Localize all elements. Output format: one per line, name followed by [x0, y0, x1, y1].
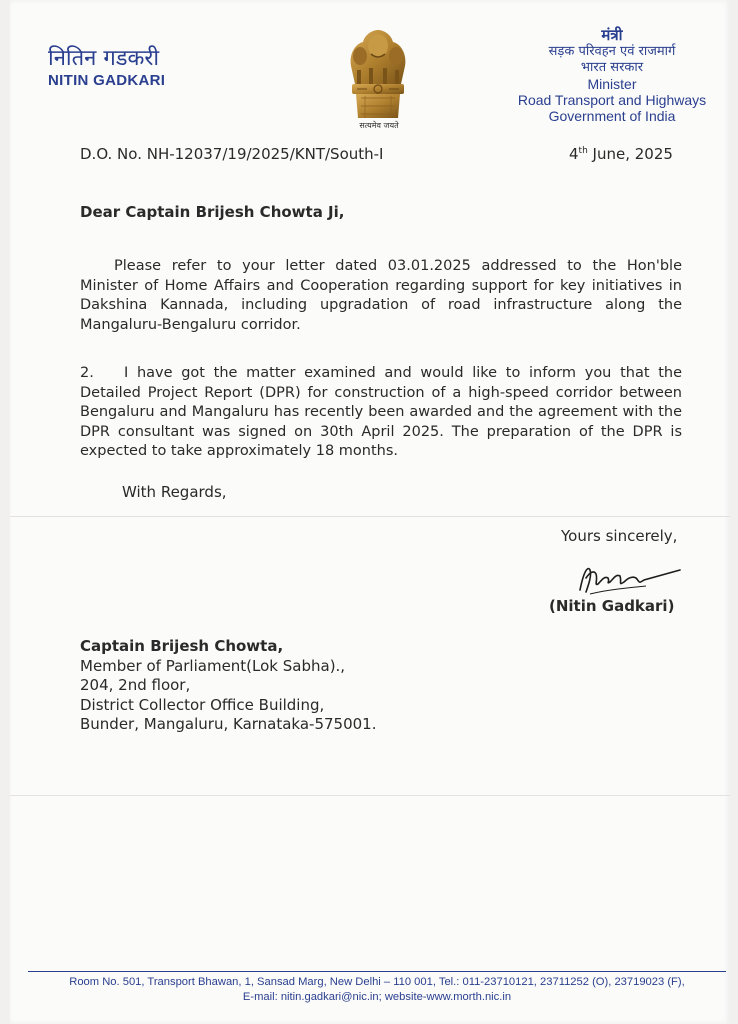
emblem-motto: सत्यमेव जयते [359, 121, 399, 130]
letterhead-ministry-block [506, 26, 718, 124]
regards: With Regards, [122, 483, 227, 501]
salutation: Dear Captain Brijesh Chowta Ji, [80, 203, 345, 221]
reference-number: D.O. No. NH-12037/19/2025/KNT/South-I [80, 145, 384, 163]
english-title: Minister [587, 76, 637, 92]
letter-page [10, 0, 730, 1024]
addressee-line-3: District Collector Office Building, [80, 695, 325, 714]
closing: Yours sincerely, [561, 527, 678, 545]
date-day: 4 [569, 145, 579, 163]
addressee-name: Captain Brijesh Chowta, [80, 637, 284, 655]
ashoka-emblem-icon [343, 26, 413, 134]
footer-contact: E-mail: nitin.gadkari@nic.in; website-www.morth.nic.in [242, 991, 512, 1003]
date-suffix: th [578, 146, 588, 156]
hindi-government: भारत सरकार [580, 60, 644, 75]
addressee-block [80, 637, 377, 735]
paragraph-2 [80, 364, 682, 462]
paper-fold-line [10, 795, 730, 796]
hindi-title: मंत्री [601, 26, 623, 44]
footer [28, 975, 726, 1005]
paragraph-2-text: I have got the matter examined and would like to inform you that the Detailed Project Report (DPR) for construction of a high-speed corridor between Bengaluru and Mangaluru has recently been awarded and the agreement with the DPR consultant was signed on 30th April 2025. The preparation of the DPR is expected to take approximately 18 months. [80, 365, 682, 459]
footer-divider [28, 971, 726, 972]
addressee-line-1: Member of Parliament(Lok Sabha)., [80, 656, 346, 675]
addressee-line-2: 204, 2nd floor, [80, 676, 191, 694]
english-ministry: Road Transport and Highways [517, 92, 707, 108]
signatory-name: (Nitin Gadkari) [549, 597, 675, 615]
footer-address: Room No. 501, Transport Bhawan, 1, Sansad Marg, New Delhi – 110 001, Tel.: 011-23710121, 23711252 (O), 23719023 (F), [69, 976, 685, 988]
paragraph-1: Please refer to your letter dated 03.01.2025 addressed to the Hon'ble Minister of Home Affairs and Cooperation regarding support for key initiatives in Dakshina Kannada, including upgradation of road infrastructure along the Mangaluru-Bengaluru corridor. [80, 258, 682, 333]
paper-fold-line [10, 516, 730, 517]
handwritten-signature-icon [576, 560, 684, 596]
letterhead-hindi-name: नितिन गडकरी [48, 46, 160, 71]
addressee-line-4: Bunder, Mangaluru, Karnataka-575001. [80, 715, 377, 733]
english-government: Government of India [548, 108, 676, 124]
date-rest: June, 2025 [587, 145, 673, 163]
hindi-ministry: सड़क परिवहन एवं राजमार्ग [548, 44, 676, 59]
letter-date [569, 145, 673, 163]
paragraph-2-number: 2. [80, 365, 94, 381]
letterhead-english-name: NITIN GADKARI [48, 72, 166, 89]
